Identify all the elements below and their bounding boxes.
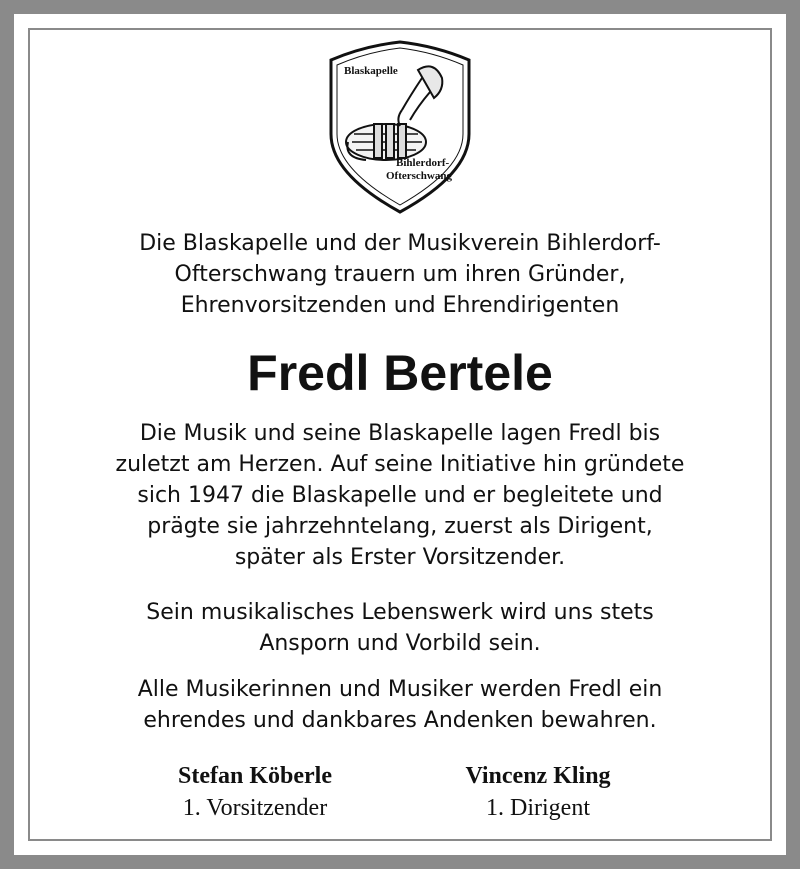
intro-text (0, 228, 800, 321)
paragraph-line: sich 1947 die Blaskapelle und er begleitete und (137, 483, 663, 508)
logo-text-bottom: Ofterschwang (386, 170, 452, 182)
paragraph-line: zuletzt am Herzen. Auf seine Initiative hin gründete (115, 452, 685, 477)
signer-name: Stefan Köberle (178, 763, 332, 789)
tribute-paragraph (0, 418, 800, 573)
paragraph-line: ehrendes und dankbares Andenken bewahren. (143, 708, 657, 733)
paragraph-line: Alle Musikerinnen und Musiker werden Fredl ein (137, 677, 663, 702)
intro-line: Die Blaskapelle und der Musikverein Bihlerdorf- (139, 231, 661, 256)
deceased-name: Fredl Bertele (247, 345, 553, 401)
logo-text-mid: Bihlerdorf- (396, 157, 450, 169)
logo-text-top: Blaskapelle (344, 65, 398, 77)
signer-conductor (408, 760, 668, 824)
paragraph-line: Sein musikalisches Lebenswerk wird uns stets (146, 600, 654, 625)
remembrance-paragraph (0, 674, 800, 736)
legacy-paragraph (0, 597, 800, 659)
intro-line: Ehrenvorsitzenden und Ehrendirigenten (180, 293, 620, 318)
paragraph-line: später als Erster Vorsitzender. (234, 545, 566, 570)
signer-chairman (125, 760, 385, 824)
paragraph-line: Ansporn und Vorbild sein. (259, 631, 541, 656)
intro-line: Ofterschwang trauern um ihren Gründer, (174, 262, 626, 287)
paragraph-line: Die Musik und seine Blaskapelle lagen Fredl bis (139, 421, 661, 446)
signer-role: 1. Vorsitzender (182, 795, 328, 821)
signer-role: 1. Dirigent (486, 795, 590, 821)
band-crest-logo (326, 38, 474, 216)
paragraph-line: prägte sie jahrzehntelang, zuerst als Dirigent, (147, 514, 653, 539)
signer-name: Vincenz Kling (465, 763, 611, 789)
